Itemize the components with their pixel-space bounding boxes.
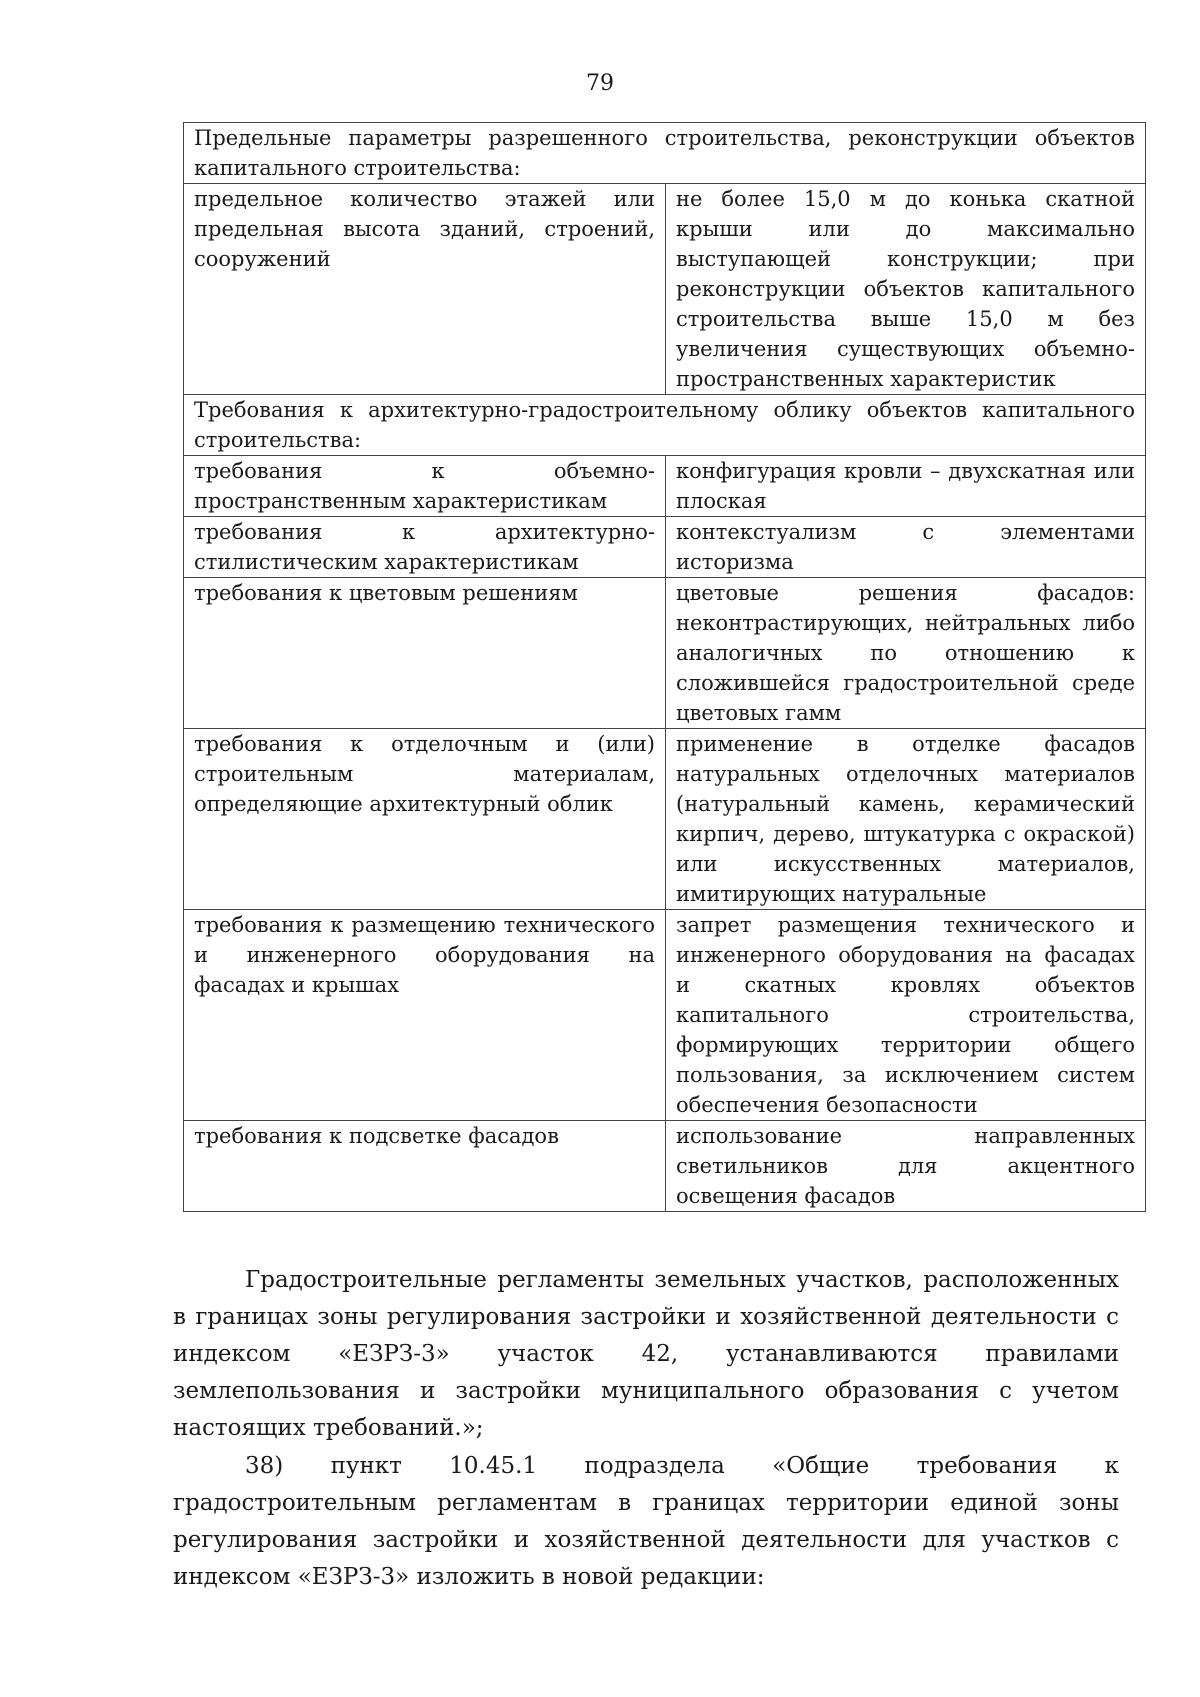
table-row xyxy=(184,456,1146,517)
section-header-architecture: Требования к архитектурно-градостроительному облику объектов капитального строительства: xyxy=(184,395,1146,456)
table-section-header xyxy=(184,123,1146,184)
row-value: использование направленных светильников для акцентного освещения фасадов xyxy=(666,1121,1146,1212)
row-value: применение в отделке фасадов натуральных отделочных материалов (натуральный камень, керамический кирпич, дерево, штукатурка с окраской) или искусственных материалов, имитирующих натуральные xyxy=(666,729,1146,910)
row-value: не более 15,0 м до конька скатной крыши или до максимально выступающей конструкции; при реконструкции объектов капитального строительства выше 15,0 м без увеличения существующих объемно-пространственных характеристик xyxy=(666,184,1146,395)
paragraph-regulations: Градостроительные регламенты земельных участков, расположенных в границах зоны регулирования застройки и хозяйственной деятельности с индексом «ЕЗРЗ-3» участок 42, устанавливаются правилами землепользования и застройки муниципального образования с учетом настоящих требований.»; xyxy=(173,1267,1119,1441)
row-value: цветовые решения фасадов: неконтрастирующих, нейтральных либо аналогичных по отношению к сложившейся градостроительной среде цветовых гамм xyxy=(666,578,1146,729)
table-row xyxy=(184,1121,1146,1212)
table-row xyxy=(184,517,1146,578)
row-label: требования к размещению технического и инженерного оборудования на фасадах и крышах xyxy=(184,910,666,1121)
table-row xyxy=(184,729,1146,910)
row-value: конфигурация кровли – двухскатная или плоская xyxy=(666,456,1146,517)
row-label: требования к цветовым решениям xyxy=(184,578,666,729)
section-header-limit-params: Предельные параметры разрешенного строительства, реконструкции объектов капитального строительства: xyxy=(184,123,1146,184)
row-value: запрет размещения технического и инженерного оборудования на фасадах и скатных кровлях объектов капитального строительства, формирующих территории общего пользования, за исключением систем обеспечения безопасности xyxy=(666,910,1146,1121)
row-value: контекстуализм с элементами историзма xyxy=(666,517,1146,578)
table-row xyxy=(184,910,1146,1121)
row-label: требования к архитектурно-стилистическим характеристикам xyxy=(184,517,666,578)
row-label: требования к подсветке фасадов xyxy=(184,1121,666,1212)
page-number: 79 xyxy=(586,71,614,96)
table-row xyxy=(184,184,1146,395)
paragraph-amendment: 38) пункт 10.45.1 подраздела «Общие требования к градостроительным регламентам в границах территории единой зоны регулирования застройки и хозяйственной деятельности для участков с индексом «ЕЗРЗ-3» изложить в новой редакции: xyxy=(173,1453,1119,1590)
row-label: требования к отделочным и (или) строительным материалам, определяющие архитектурный облик xyxy=(184,729,666,910)
row-label: требования к объемно-пространственным характеристикам xyxy=(184,456,666,517)
regulations-table xyxy=(183,122,1146,1212)
table-row xyxy=(184,578,1146,729)
table-section-header xyxy=(184,395,1146,456)
row-label: предельное количество этажей или предельная высота зданий, строений, сооружений xyxy=(184,184,666,395)
